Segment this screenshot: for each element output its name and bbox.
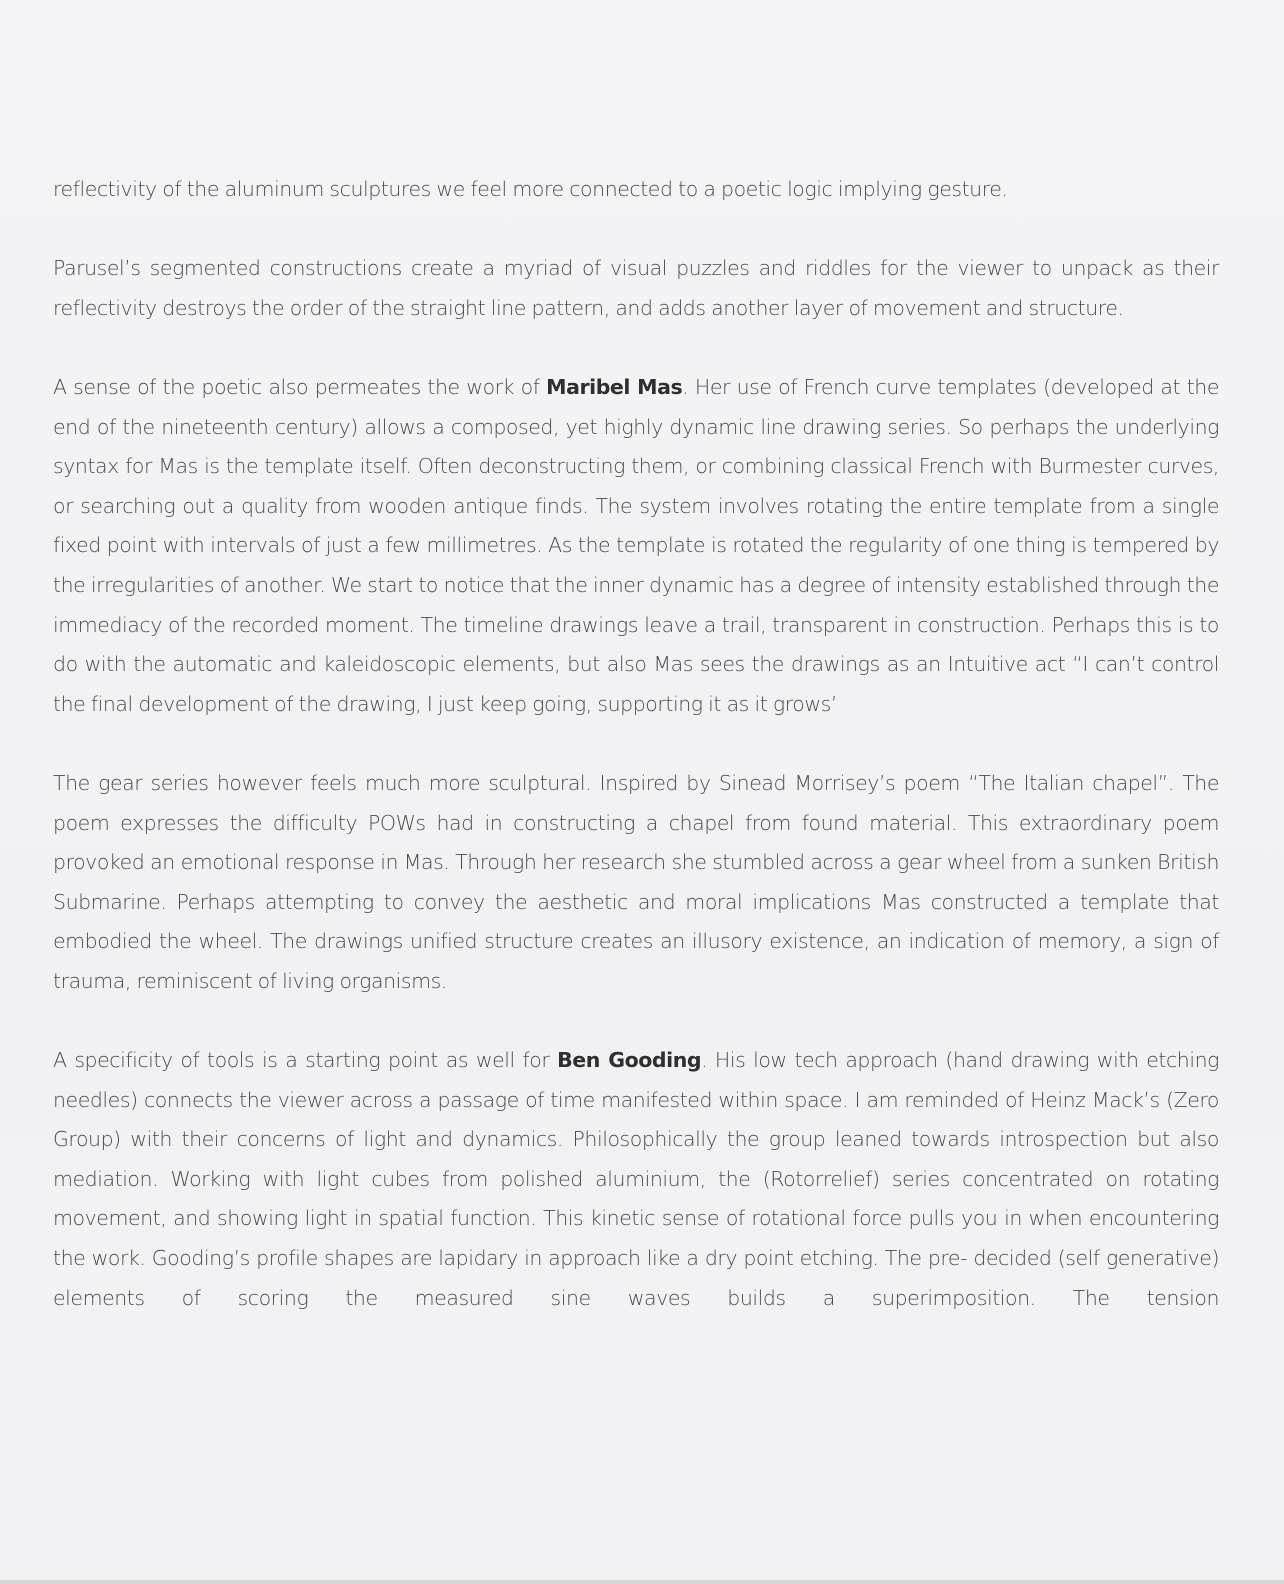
paragraph-text: reflectivity of the aluminum sculptures we feel more connected to a poetic logic implying gesture. — [53, 177, 1008, 201]
paragraph-text: Parusel’s segmented constructions create a myriad of visual puzzles and riddles for the viewer to unpack as their reflectivity destroys the order of the straight line pattern, and adds another layer of movement and structure. — [53, 256, 1219, 320]
body-text — [53, 170, 1219, 1318]
paragraph-intro-continuation — [53, 170, 1219, 210]
page-bottom-edge — [0, 1580, 1284, 1584]
paragraph-maribel-mas — [53, 368, 1219, 724]
paragraph-text: A specificity of tools is a starting point as well for — [53, 1048, 558, 1073]
paragraph-gear-series — [53, 764, 1219, 1002]
paragraph-text: The gear series however feels much more sculptural. Inspired by Sinead Morrisey’s poem “The Italian chapel”. The poem expresses the difficulty POWs had in constructing a chapel from found material. This extraordinary poem provoked an emotional response in Mas. Through her research she stumbled across a gear wheel from a sunken British Submarine. Perhaps attempting to convey the aesthetic and moral implications Mas constructed a template that embodied the wheel. The drawings unified structure creates an illusory existence, an indication of memory, a sign of trauma, reminiscent of living organisms. — [53, 770, 1219, 993]
paragraph-text: . His low tech approach (hand drawing with etching needles) connects the viewer across a passage of time manifested within space. I am reminded of Heinz Mack’s (Zero Group) with their concerns of light and dynamics. Philosophically the group leaned towards introspection but also mediation. Working with light cubes from polished aluminium, the (Rotorrelief) series concentrated on rotating movement, and showing light in spatial function. This kinetic sense of rotational force pulls you in when encountering the work. Gooding’s profile shapes are lapidary in approach like a dry point etching. The pre- decided (self generative) elements of scoring the measured sine waves builds a superimposition. The tension — [53, 1048, 1219, 1310]
paragraph-text: A sense of the poetic also permeates the work of — [53, 374, 547, 399]
paragraph-text: . Her use of French curve templates (developed at the end of the nineteenth century) allows a composed, yet highly dynamic line drawing series. So perhaps the underlying syntax for Mas is the template itself. Often deconstructing them, or combining classical French with Burmester curves, or searching out a quality from wooden antique finds. The system involves rotating the entire template from a single fixed point with intervals of just a few millimetres. As the template is rotated the regularity of one thing is tempered by the irregularities of another. We start to notice that the inner dynamic has a degree of intensity established through the immediacy of the recorded moment. The timeline drawings leave a trail, transparent in construction. Perhaps this is to do with the automatic and kaleidoscopic elements, but also Mas sees the drawings as an Intuitive act “I can’t control the final development of the drawing, I just keep going, supporting it as it grows’ — [53, 374, 1220, 716]
paragraph-ben-gooding — [53, 1041, 1219, 1318]
artist-name-maribel-mas: Maribel Mas — [546, 374, 683, 399]
artist-name-ben-gooding: Ben Gooding — [557, 1048, 702, 1073]
paragraph-parusel — [53, 249, 1219, 328]
